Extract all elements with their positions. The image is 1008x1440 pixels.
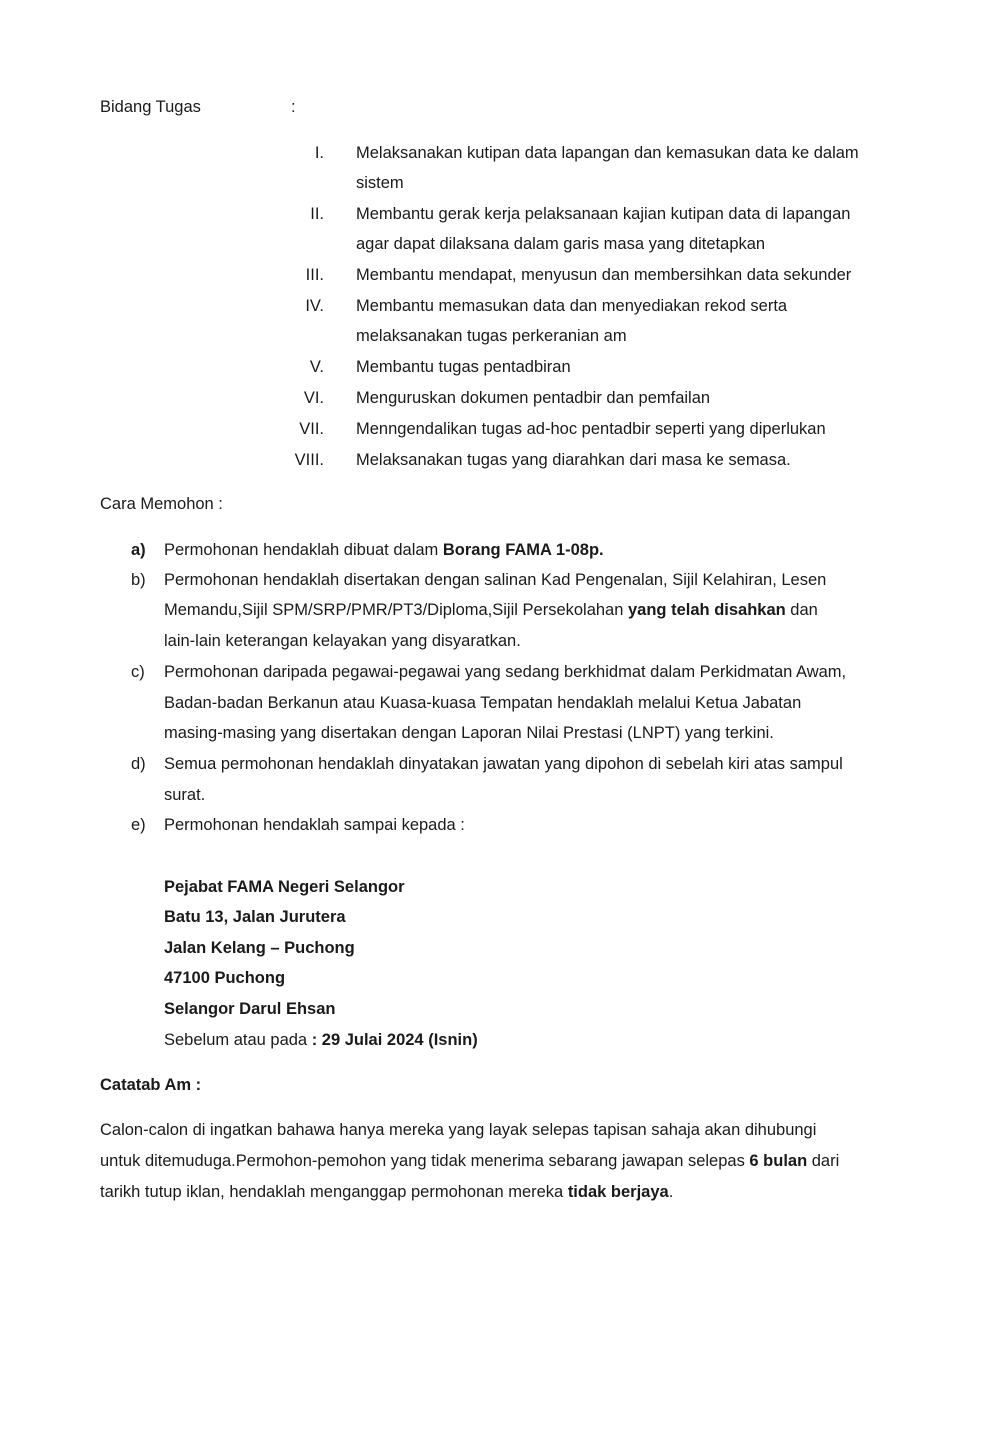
paragraph-line (100, 1151, 839, 1171)
duty-text: Membantu memasukan data dan menyediakan rekod serta (356, 297, 788, 315)
step-text: surat. (164, 786, 206, 804)
bidang-tugas-label: Bidang Tugas (100, 98, 201, 116)
address-line: Pejabat FAMA Negeri Selangor (164, 878, 405, 896)
step-text: masing-masing yang disertakan dengan Laporan Nilai Prestasi (LNPT) yang terkini. (164, 724, 774, 742)
address-line: Selangor Darul Ehsan (164, 1000, 336, 1018)
duty-text: Melaksanakan kutipan data lapangan dan kemasukan data ke dalam (356, 144, 859, 162)
step-marker: d) (131, 755, 146, 773)
step-text: Badan-badan Berkanun atau Kuasa-kuasa Tempatan hendaklah melalui Ketua Jabatan (164, 694, 802, 712)
address-line: Batu 13, Jalan Jurutera (164, 908, 346, 926)
duty-number: V. (309, 358, 324, 376)
step-text-bold: yang telah disahkan (628, 601, 786, 619)
duty-text: Membantu mendapat, menyusun dan membersihkan data sekunder (356, 266, 852, 284)
paragraph-text: . (668, 1183, 674, 1201)
step-text (164, 600, 818, 620)
step-text: Permohonan daripada pegawai-pegawai yang sedang berkhidmat dalam Perkidmatan Awam, (164, 663, 847, 681)
duty-text: Melaksanakan tugas yang diarahkan dari masa ke semasa. (356, 451, 791, 469)
duty-text: Membantu tugas pentadbiran (356, 358, 571, 376)
duty-text: sistem (356, 174, 404, 192)
step-text: Permohonan hendaklah disertakan dengan salinan Kad Pengenalan, Sijil Kelahiran, Lesen (164, 571, 827, 589)
bidang-tugas-colon: : (291, 98, 296, 116)
duty-text: agar dapat dilaksana dalam garis masa yang ditetapkan (356, 235, 766, 253)
paragraph-text: untuk ditemuduga.Permohon-pemohon yang tidak menerima sebarang jawapan selepas (100, 1152, 750, 1170)
duty-text: Menguruskan dokumen pentadbir dan pemfailan (356, 389, 711, 407)
deadline (164, 1030, 478, 1050)
deadline-label: Sebelum atau pada (164, 1031, 312, 1049)
duty-text: melaksanakan tugas perkeranian am (356, 327, 627, 345)
duty-text: Menngendalikan tugas ad-hoc pentadbir seperti yang diperlukan (356, 420, 826, 438)
paragraph-line: Calon-calon di ingatkan bahawa hanya mereka yang layak selepas tapisan sahaja akan dihubungi (100, 1121, 817, 1139)
duty-number: IV. (305, 297, 324, 315)
step-text-plain: Permohonan hendaklah dibuat dalam (164, 541, 443, 559)
step-text: Permohonan hendaklah sampai kepada : (164, 816, 465, 834)
duty-number: III. (305, 266, 324, 284)
step-marker: b) (131, 571, 146, 589)
cara-memohon-heading: Cara Memohon : (100, 495, 223, 513)
deadline-date: : 29 Julai 2024 (Isnin) (311, 1031, 478, 1049)
step-text-plain: Memandu,Sijil SPM/SRP/PMR/PT3/Diploma,Sijil Persekolahan (164, 601, 628, 619)
step-text: Semua permohonan hendaklah dinyatakan jawatan yang dipohon di sebelah kiri atas sampul (164, 755, 843, 773)
step-text: lain-lain keterangan kelayakan yang disyaratkan. (164, 632, 521, 650)
form-name: Borang FAMA 1-08p. (442, 541, 604, 559)
duty-number: I. (314, 144, 324, 162)
paragraph-bold: tidak berjaya (567, 1183, 669, 1201)
step-text-plain: dan (785, 601, 818, 619)
paragraph-bold: 6 bulan (749, 1152, 808, 1170)
duty-number: VII. (299, 420, 324, 438)
paragraph-text: dari (807, 1152, 840, 1170)
step-marker: c) (131, 663, 145, 681)
duty-text: Membantu gerak kerja pelaksanaan kajian kutipan data di lapangan (356, 205, 851, 223)
address-line: 47100 Puchong (164, 969, 286, 987)
paragraph-line (100, 1182, 673, 1202)
catatan-heading: Catatab Am : (100, 1076, 202, 1094)
step-marker: a) (131, 541, 146, 559)
step-marker: e) (131, 816, 146, 834)
duty-number: VIII. (294, 451, 324, 469)
address-line: Jalan Kelang – Puchong (164, 939, 355, 957)
duty-number: II. (310, 205, 324, 223)
step-text (164, 540, 604, 560)
duty-number: VI. (303, 389, 324, 407)
paragraph-text: tarikh tutup iklan, hendaklah menganggap permohonan mereka (100, 1183, 568, 1201)
